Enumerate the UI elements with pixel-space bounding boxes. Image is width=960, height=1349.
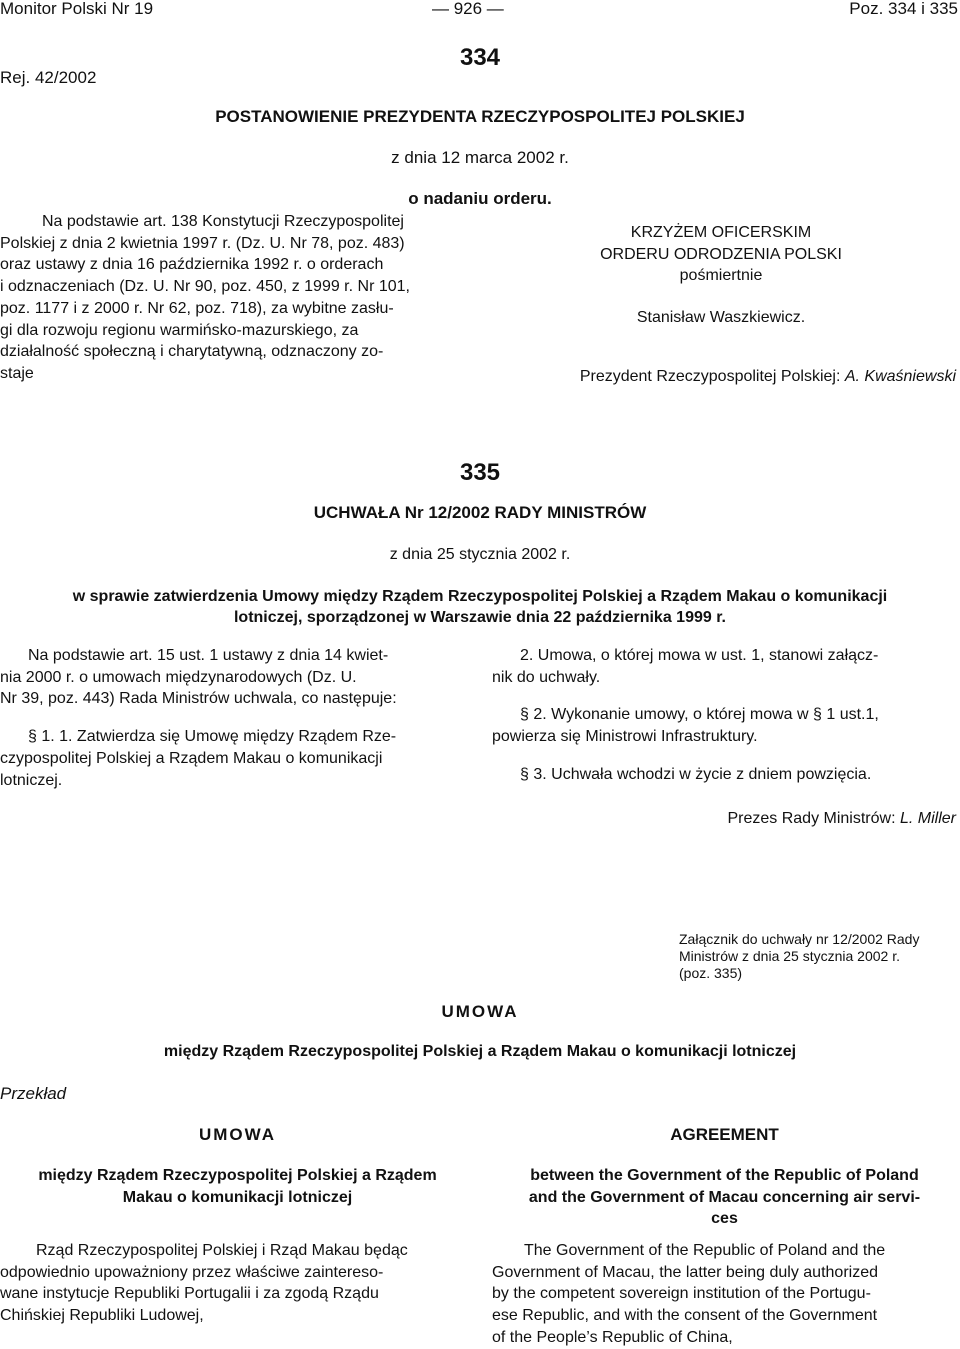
subtitle-line: Makau o komunikacji lotniczej <box>122 1188 353 1206</box>
en-subtitle <box>492 1165 957 1230</box>
signature-334 <box>580 366 956 388</box>
signature-role: Prezydent Rzeczypospolitej Polskiej: <box>579 368 841 385</box>
body-line: of the People’s Republic of China, <box>492 1328 733 1346</box>
text-line: § 3. Uchwała wchodzi w życie z dniem powzięcia. <box>520 765 872 783</box>
body-line: staje <box>0 364 34 382</box>
position-range: Poz. 334 i 335 <box>849 0 958 18</box>
pl-heading: UMOWA <box>198 1125 277 1144</box>
body-line: wane instytucje Republiki Portugalii i za zgodą Rządu <box>0 1285 379 1303</box>
doc335-right-column <box>492 645 957 786</box>
subtitle-line: ces <box>711 1210 738 1228</box>
subtitle-line: między Rządem Rzeczypospolitej Polskiej a Rządem <box>38 1167 437 1184</box>
signature-role: Prezes Rady Ministrów: <box>727 810 896 827</box>
body-line: Chińskiej Republiki Ludowej, <box>0 1307 204 1325</box>
annex-note-line: Załącznik do uchwały nr 12/2002 Rady <box>679 931 920 947</box>
page-number: — 926 — <box>432 0 504 18</box>
doc-title-335: UCHWAŁA Nr 12/2002 RADY MINISTRÓW <box>313 503 647 522</box>
page-header <box>0 0 960 22</box>
text-line: nia 2000 r. o umowach międzynarodowych (Dz. U. <box>0 668 357 686</box>
subtitle-line: and the Government of Macau concerning air servi- <box>528 1188 921 1206</box>
subtitle-line: between the Government of the Republic of Poland <box>530 1167 919 1184</box>
signature-335 <box>727 808 956 830</box>
pl-subtitle <box>0 1165 475 1208</box>
doc335-left-column <box>0 645 470 791</box>
journal-name: Monitor Polski Nr 19 <box>0 0 154 18</box>
doc-date-334: z dnia 12 marca 2002 r. <box>391 148 569 167</box>
body-line: gi dla rozwoju regionu warmińsko-mazurskiego, za <box>0 321 359 339</box>
order-posthumous: pośmiertnie <box>679 267 763 285</box>
doc-number-334: 334 <box>459 44 501 71</box>
text-line: 2. Umowa, o której mowa w ust. 1, stanowi załącz- <box>520 647 879 664</box>
registry-number: Rej. 42/2002 <box>0 68 97 87</box>
body-line: Polskiej z dnia 2 kwietnia 1997 r. (Dz. U. Nr 78, poz. 483) <box>0 234 405 252</box>
body-line: Government of Macau, the latter being duly authorized <box>492 1263 878 1281</box>
signature-name: L. Miller <box>899 810 956 827</box>
annex-note-line: (poz. 335) <box>679 965 743 981</box>
body-line: The Government of the Republic of Poland and the <box>524 1242 886 1259</box>
subject-line: w sprawie zatwierdzenia Umowy między Rządem Rzeczypospolitej Polskiej a Rządem Makau o komunikacji <box>72 588 888 605</box>
umowa-subtitle: między Rządem Rzeczypospolitej Polskiej a Rządem Makau o komunikacji lotniczej <box>163 1043 797 1060</box>
body-line: by the competent sovereign institution of the Portugu- <box>492 1285 871 1303</box>
text-line: czypospolitej Polskiej a Rządem Makau o komunikacji <box>0 749 383 767</box>
body-line: i odznaczeniach (Dz. U. Nr 90, poz. 450, z 1999 r. Nr 101, <box>0 278 410 296</box>
text-line: lotniczej. <box>0 771 63 789</box>
body-line: odpowiednio upoważniony przez właściwe zaintereso- <box>0 1263 384 1281</box>
umowa-heading: UMOWA <box>441 1002 519 1021</box>
body-line: działalność społeczną i charytatywną, odznaczony zo- <box>0 343 384 361</box>
text-line: § 2. Wykonanie umowy, o której mowa w § 1 ust.1, <box>520 706 879 724</box>
body-line: ese Republic, and with the consent of the Government <box>492 1307 878 1325</box>
body-line: Rząd Rzeczypospolitej Polskiej i Rząd Makau będąc <box>36 1242 408 1259</box>
translation-label: Przekład <box>0 1084 67 1103</box>
text-line: powierza się Ministrowi Infrastruktury. <box>492 728 758 746</box>
en-body <box>492 1240 957 1349</box>
order-name-line1: KRZYŻEM OFICERSKIM <box>630 224 812 241</box>
pl-body <box>0 1240 475 1327</box>
text-line: nik do uchwały. <box>492 668 601 686</box>
doc-subject-334: o nadaniu orderu. <box>408 189 552 208</box>
signature-name: A. Kwaśniewski <box>844 368 956 385</box>
body-line: oraz ustawy z dnia 16 października 1992 r. o orderach <box>0 256 384 274</box>
text-line: Nr 39, poz. 443) Rada Ministrów uchwala, co następuje: <box>0 690 397 708</box>
body-line: Na podstawie art. 138 Konstytucji Rzeczypospolitej <box>42 213 404 230</box>
annex-note <box>679 931 957 982</box>
doc-subject-335 <box>0 586 960 628</box>
annex-note-line: Ministrów z dnia 25 stycznia 2002 r. <box>679 948 900 964</box>
order-block <box>497 222 945 287</box>
doc-date-335: z dnia 25 stycznia 2002 r. <box>389 546 571 563</box>
subject-line: lotniczej, sporządzonej w Warszawie dnia 22 października 1999 r. <box>233 609 726 626</box>
doc-title-334: POSTANOWIENIE PREZYDENTA RZECZYPOSPOLITEJ POLSKIEJ <box>215 107 745 126</box>
order-name-line2: ORDERU ODRODZENIA POLSKI <box>600 245 842 263</box>
doc334-body <box>0 211 475 385</box>
doc-number-335: 335 <box>459 459 501 486</box>
awardee-name: Stanisław Waszkiewicz. <box>636 309 806 326</box>
text-line: Na podstawie art. 15 ust. 1 ustawy z dnia 14 kwiet- <box>28 647 389 664</box>
text-line: § 1. 1. Zatwierdza się Umowę między Rządem Rze- <box>28 728 397 746</box>
en-heading: AGREEMENT <box>670 1125 779 1144</box>
body-line: poz. 1177 i z 2000 r. Nr 62, poz. 718), za wybitne zasłu- <box>0 299 394 317</box>
